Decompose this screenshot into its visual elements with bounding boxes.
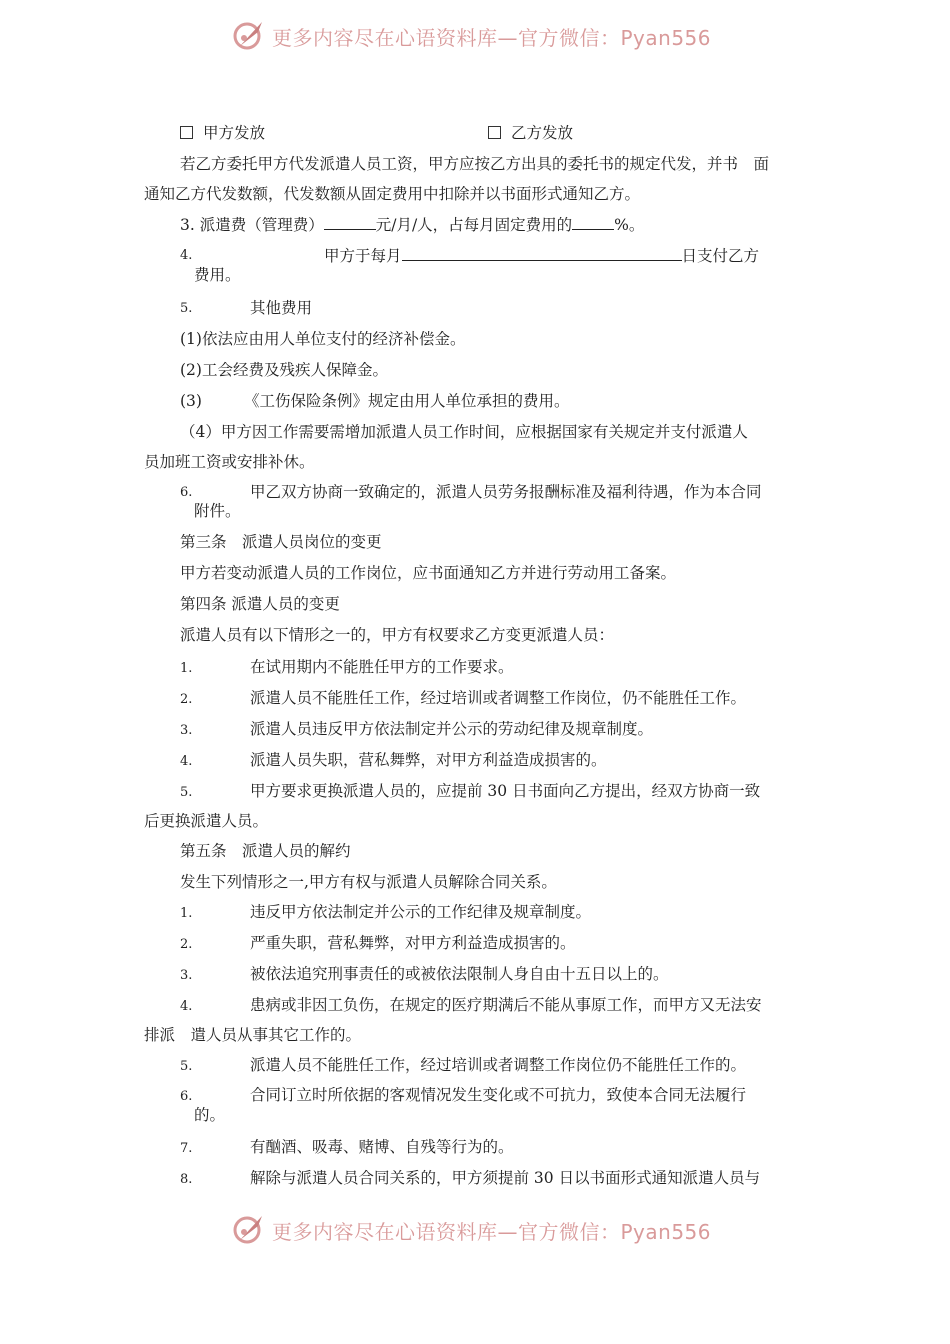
paragraph-line: 的。 (194, 1106, 226, 1124)
paragraph-line: 通知乙方代发数额，代发数额从固定费用中扣除并以书面形式通知乙方。 (144, 185, 641, 203)
article-5-intro: 发生下列情形之一,甲方有权与派遣人员解除合同关系。 (180, 873, 557, 891)
sub-item-1: (1)依法应由用人单位支付的经济补偿金。 (180, 330, 466, 348)
item-number: 6. (180, 485, 193, 500)
item-number: 3. (180, 723, 193, 738)
sub-item-3-number: (3) (180, 392, 202, 410)
sub-item-2: (2)工会经费及残疾人保障金。 (180, 361, 388, 379)
list-item: 甲方要求更换派遣人员的，应提前 30 日书面向乙方提出，经双方协商一致 (250, 782, 761, 800)
paragraph-line: 附件。 (194, 502, 241, 520)
sub-item-4: （4）甲方因工作需要需增加派遣人员工作时间，应根据国家有关规定并支付派遣人 (180, 423, 748, 441)
item-number: 5. (180, 785, 193, 800)
article-3-title: 第三条 派遣人员岗位的变更 (180, 533, 382, 551)
list-item: 严重失职，营私舞弊，对甲方利益造成损害的。 (250, 934, 576, 952)
checkbox-party-b: 乙方发放 (488, 124, 573, 142)
article-5-title: 第五条 派遣人员的解约 (180, 842, 351, 860)
checkbox-party-a: 甲方发放 (180, 124, 265, 142)
list-item: 合同订立时所依据的客观情况发生变化或不可抗力，致使本合同无法履行 (250, 1086, 747, 1104)
list-item: 有酗酒、吸毒、赌博、自残等行为的。 (250, 1138, 514, 1156)
item-number: 4. (180, 754, 193, 769)
item-number: 5. (180, 301, 193, 316)
paragraph-line: 排派 遣人员从事其它工作的。 (144, 1026, 362, 1044)
item-3-fee: 3. 派遣费（管理费） 元/月/人，占每月固定费用的 %。 (180, 216, 645, 234)
list-item: 违反甲方依法制定并公示的工作纪律及规章制度。 (250, 903, 592, 921)
list-item: 在试用期内不能胜任甲方的工作要求。 (250, 658, 514, 676)
item-number: 1. (180, 906, 193, 921)
list-item: 派遣人员不能胜任工作，经过培训或者调整工作岗位，仍不能胜任工作。 (250, 689, 747, 707)
quill-logo-icon (232, 1212, 266, 1246)
item-number: 3. (180, 968, 193, 983)
list-item: 解除与派遣人员合同关系的，甲方须提前 30 日以书面形式通知派遣人员与 (250, 1169, 761, 1187)
list-item: 派遣人员失职，营私舞弊，对甲方利益造成损害的。 (250, 751, 607, 769)
item-number: 2. (180, 692, 193, 707)
banner-text: 更多内容尽在心语资料库—官方微信：Pyan556 (272, 26, 712, 50)
article-3-body: 甲方若变动派遣人员的工作岗位，应书面通知乙方并进行劳动用工备案。 (180, 564, 677, 582)
item-number: 4. (180, 248, 193, 263)
item-5-title: 其他费用 (250, 299, 313, 317)
paragraph-line: 后更换派遣人员。 (144, 812, 269, 830)
item-number: 4. (180, 999, 193, 1014)
checkbox-icon (180, 126, 193, 139)
item-number: 8. (180, 1172, 193, 1187)
item-number: 1. (180, 661, 193, 676)
checkbox-icon (488, 126, 501, 139)
paragraph-line: 员加班工资或安排补休。 (144, 453, 315, 471)
article-4-intro: 派遣人员有以下情形之一的，甲方有权要求乙方变更派遣人员： (180, 626, 615, 644)
item-6: 甲乙双方协商一致确定的，派遣人员劳务报酬标准及福利待遇，作为本合同 (250, 483, 762, 501)
paragraph-line: 费用。 (194, 266, 241, 284)
list-item: 被依法追究刑事责任的或被依法限制人身自由十五日以上的。 (250, 965, 669, 983)
article-4-title: 第四条 派遣人员的变更 (180, 595, 340, 613)
item-4-payment: 甲方于每月 日支付乙方 (324, 247, 760, 265)
list-item: 派遣人员违反甲方依法制定并公示的劳动纪律及规章制度。 (250, 720, 654, 738)
paragraph-line: 若乙方委托甲方代发派遣人员工资，甲方应按乙方出具的委托书的规定代发，并书 面 (180, 155, 770, 173)
item-number: 6. (180, 1089, 193, 1104)
banner-text: 更多内容尽在心语资料库—官方微信：Pyan556 (272, 1220, 712, 1244)
list-item: 派遣人员不能胜任工作，经过培训或者调整工作岗位仍不能胜任工作的。 (250, 1056, 747, 1074)
item-number: 2. (180, 937, 193, 952)
list-item: 患病或非因工负伤，在规定的医疗期满后不能从事原工作，而甲方又无法安 (250, 996, 762, 1014)
item-number: 5. (180, 1059, 193, 1074)
bottom-watermark-banner (0, 1210, 950, 1250)
sub-item-3: 《工伤保险条例》规定由用人单位承担的费用。 (244, 392, 570, 410)
item-number: 7. (180, 1141, 193, 1156)
